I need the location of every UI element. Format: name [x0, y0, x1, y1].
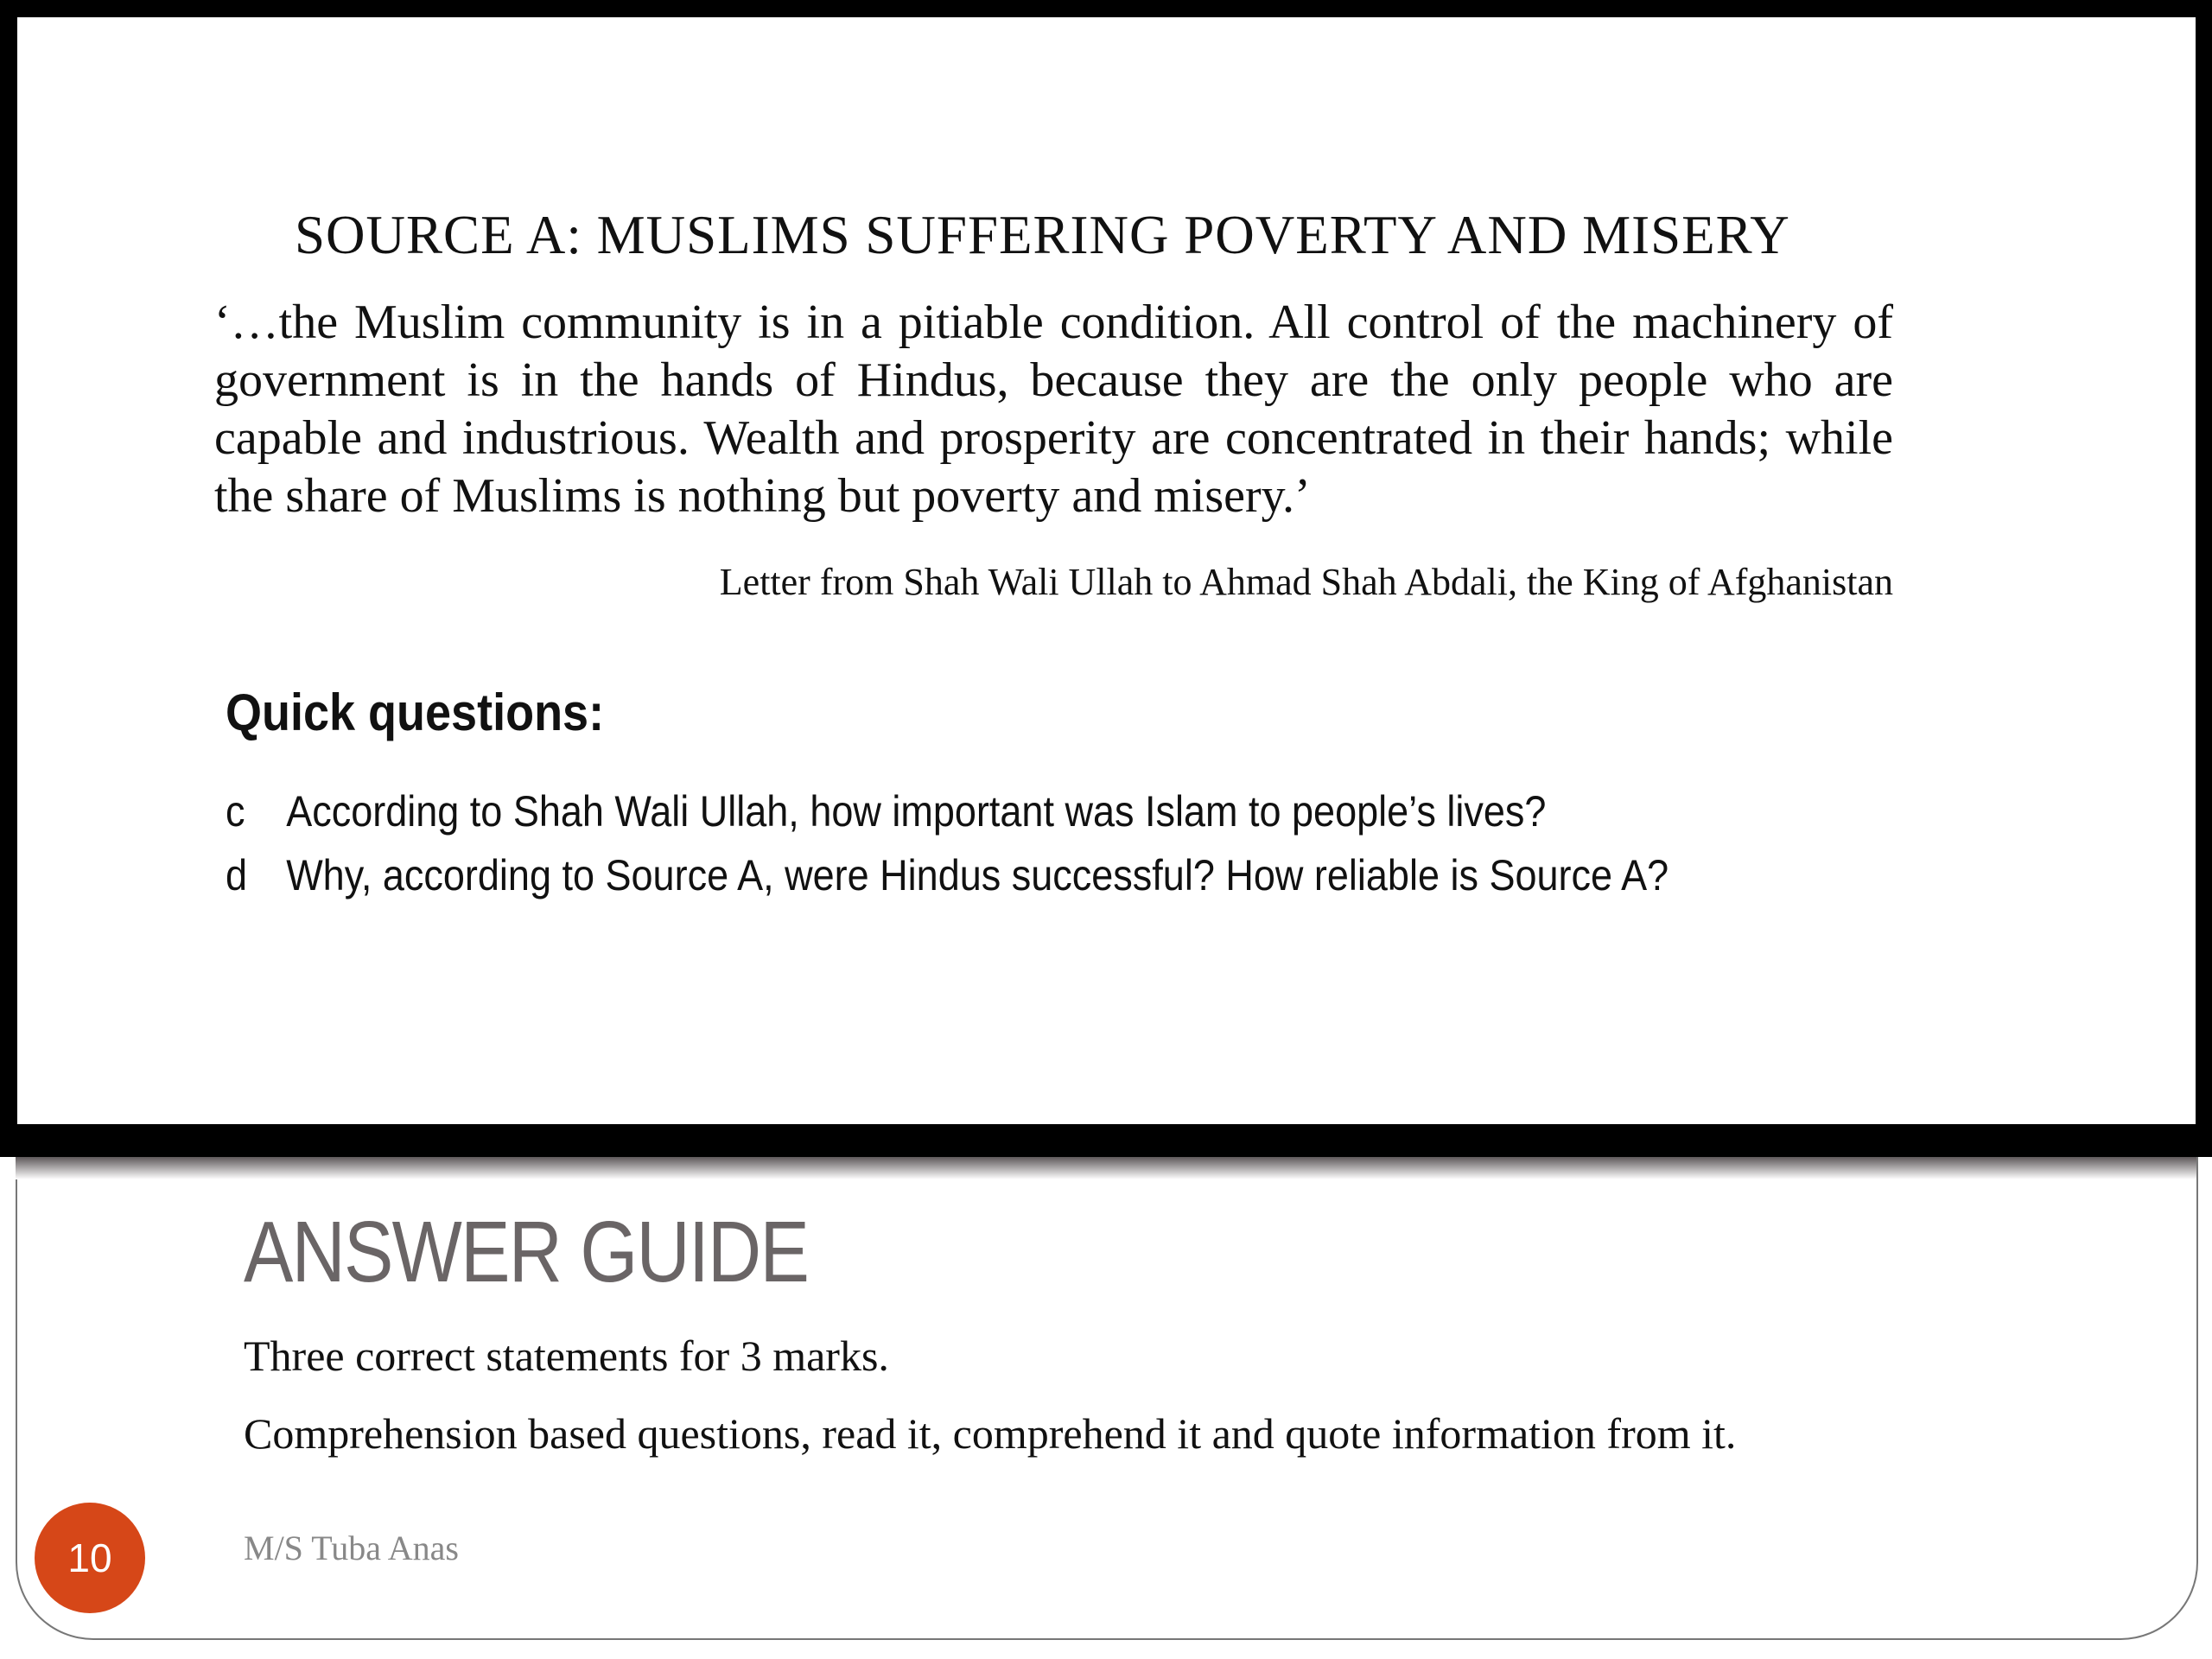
footer-author: M/S Tuba Anas: [244, 1529, 459, 1567]
question-item: [226, 786, 1546, 836]
question-letter: c: [226, 787, 245, 836]
question-text: According to Shah Wali Ullah, how important was Islam to people’s lives?: [286, 787, 1547, 836]
answer-guide-line: Comprehension based questions, read it, comprehend it and quote information from it.: [244, 1409, 1737, 1458]
answer-guide-title: ANSWER GUIDE: [244, 1204, 809, 1300]
frame-shadow: [16, 1157, 2196, 1179]
answer-guide-line: Three correct statements for 3 marks.: [244, 1332, 889, 1380]
question-letter: d: [226, 851, 248, 899]
source-attribution: Letter from Shah Wali Ullah to Ahmad Shah Abdali, the King of Afghanistan: [719, 561, 1893, 603]
source-quote: ‘…the Muslim community is in a pitiable condition. All control of the machinery of government is in the hands of Hindus, because they are the only people who are capable and industrious. Wealth and prosperity are concentrated in their hands; while the share of Muslims is nothing but poverty and misery.’: [214, 296, 1893, 523]
question-item: [226, 850, 1669, 900]
quick-questions-heading: Quick questions:: [226, 683, 605, 741]
slide-number-badge: 10: [35, 1503, 145, 1613]
question-text: Why, according to Source A, were Hindus successful? How reliable is Source A?: [286, 851, 1669, 899]
source-title: SOURCE A: MUSLIMS SUFFERING POVERTY AND MISERY: [295, 205, 1790, 265]
